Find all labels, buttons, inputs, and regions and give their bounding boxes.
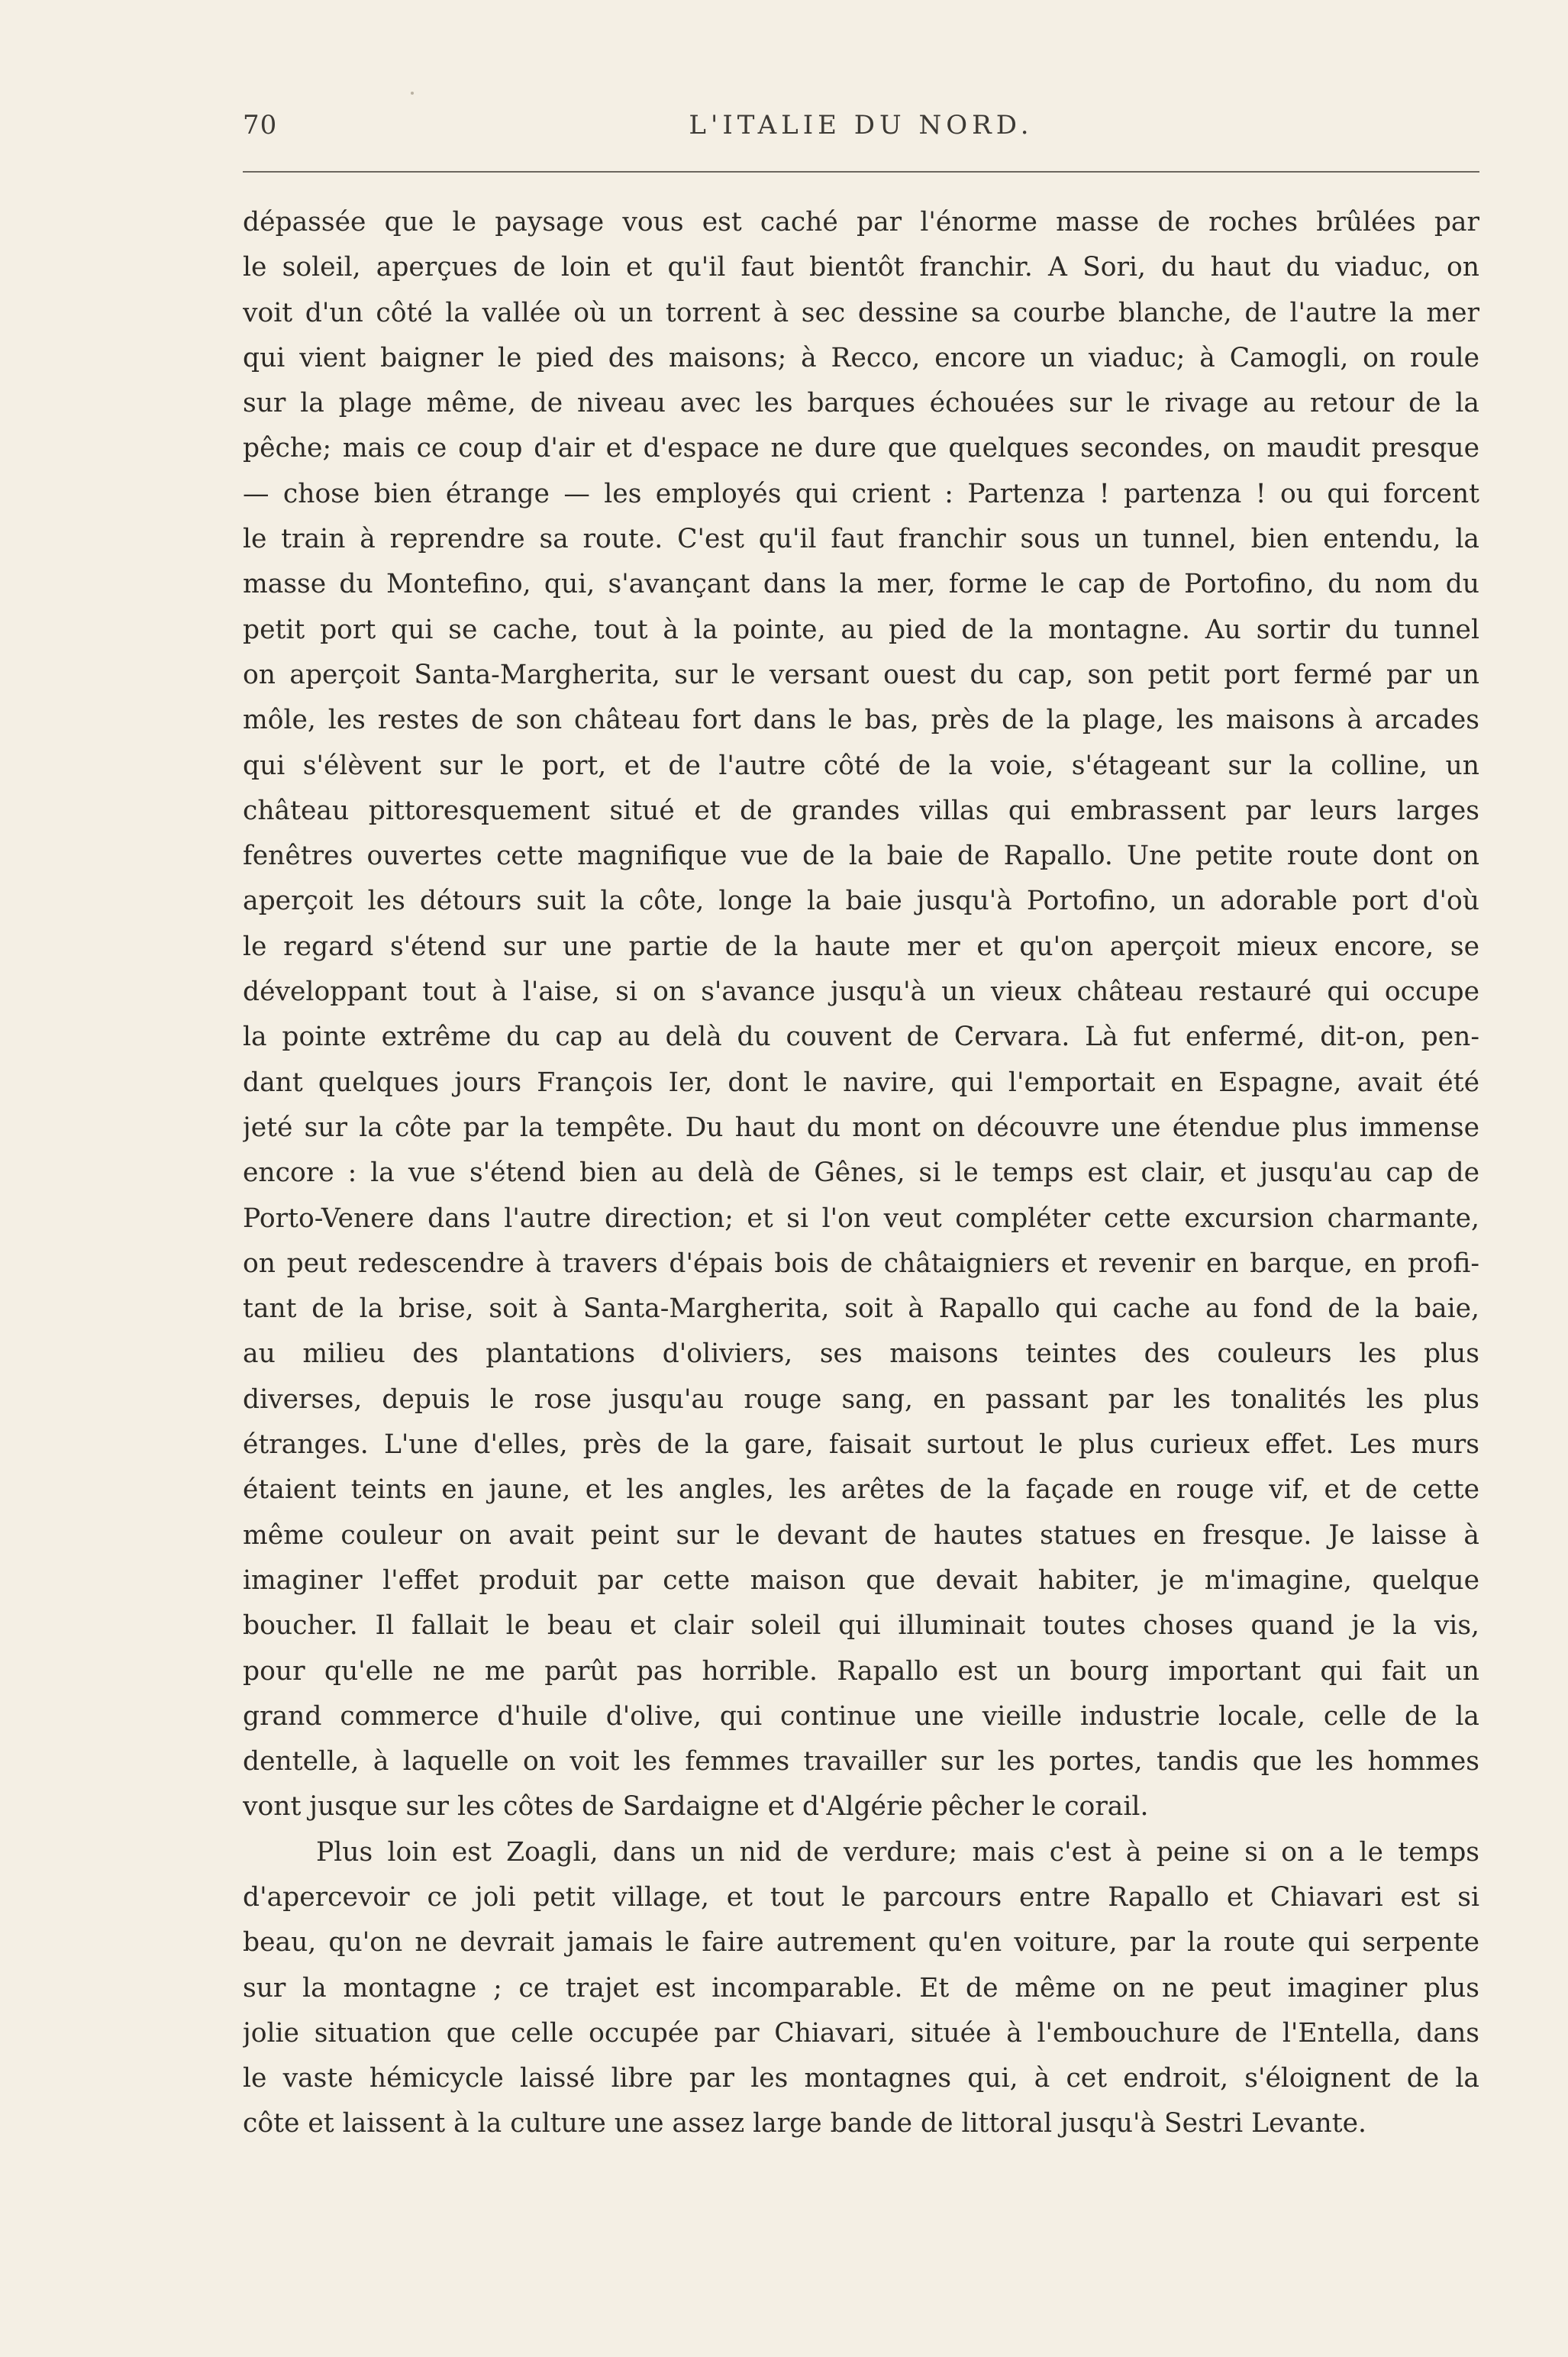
text-line: sur la montagne ; ce trajet est incomparable. Et de même on ne peut imaginer plus (243, 1972, 1479, 2003)
text-line: masse du Montefino, qui, s'avançant dans la mer, forme le cap de Portofino, du nom du (243, 569, 1479, 600)
paragraph (243, 1830, 1479, 2147)
text-line: d'apercevoir ce joli petit village, et tout le parcours entre Rapallo et Chiavari est si (243, 1881, 1479, 1913)
header-rule (243, 171, 1479, 173)
text-line: Porto-Venere dans l'autre direction; et si l'on veut compléter cette excursion charmante, (243, 1203, 1479, 1234)
text-line: étaient teints en jaune, et les angles, les arêtes de la façade en rouge vif, et de cette (243, 1474, 1479, 1506)
text-line: dentelle, à laquelle on voit les femmes travailler sur les portes, tandis que les hommes (243, 1746, 1479, 1777)
text-line: imaginer l'effet produit par cette maison que devait habiter, je m'imagine, quelque (243, 1564, 1479, 1596)
text-line: sur la plage même, de niveau avec les barques échouées sur le rivage au retour de la (243, 388, 1479, 419)
text-line: pêche; mais ce coup d'air et d'espace ne dure que quelques secondes, on maudit presque (243, 433, 1479, 464)
text-line: qui s'élèvent sur le port, et de l'autre côté de la voie, s'étageant sur la colline, un (243, 750, 1479, 781)
text-line: grand commerce d'huile d'olive, qui continue une vieille industrie locale, celle de la (243, 1700, 1479, 1732)
text-line: tant de la brise, soit à Santa-Margherita, soit à Rapallo qui cache au fond de la baie, (243, 1293, 1479, 1325)
text-line: encore : la vue s'étend bien au delà de Gênes, si le temps est clair, et jusqu'au cap de (243, 1158, 1479, 1189)
text-line: fenêtres ouvertes cette magnifique vue de la baie de Rapallo. Une petite route dont on (243, 841, 1479, 872)
text-line: beau, qu'on ne devrait jamais le faire autrement qu'en voiture, par la route qui serpente (243, 1927, 1479, 1958)
paragraph (243, 200, 1479, 1830)
text-line: boucher. Il fallait le beau et clair soleil qui illuminait toutes choses quand je la vis, (243, 1610, 1479, 1642)
text-line: diverses, depuis le rose jusqu'au rouge sang, en passant par les tonalités les plus (243, 1384, 1479, 1415)
body-text (243, 200, 1479, 2147)
text-line: vont jusque sur les côtes de Sardaigne et d'Algérie pêcher le corail. (243, 1791, 1149, 1823)
text-line: jolie situation que celle occupée par Chiavari, située à l'embouchure de l'Entella, dans (243, 2017, 1479, 2049)
text-line: dépassée que le paysage vous est caché par l'énorme masse de roches brûlées par (243, 207, 1479, 237)
text-line: petit port qui se cache, tout à la pointe, au pied de la montagne. Au sortir du tunnel (243, 614, 1479, 645)
text-line: la pointe extrême du cap au delà du couvent de Cervara. Là fut enfermé, dit-on, pen- (243, 1022, 1479, 1053)
text-line: Plus loin est Zoagli, dans un nid de verdure; mais c'est à peine si on a le temps (316, 1836, 1479, 1868)
text-line: le train à reprendre sa route. C'est qu'il faut franchir sous un tunnel, bien entendu, la (243, 524, 1479, 555)
text-line: on peut redescendre à travers d'épais bois de châtaigniers et revenir en barque, en profi- (243, 1248, 1479, 1279)
paper-speck (411, 92, 414, 95)
text-line: le regard s'étend sur une partie de la haute mer et qu'on aperçoit mieux encore, se (243, 931, 1479, 962)
text-line: — chose bien étrange — les employés qui crient : Partenza ! partenza ! ou qui forcent (243, 478, 1479, 509)
text-line: qui vient baigner le pied des maisons; à Recco, encore un viaduc; à Camogli, on roule (243, 342, 1479, 373)
text-line: môle, les restes de son château fort dans le bas, près de la plage, les maisons à arcades (243, 705, 1479, 736)
text-line: jeté sur la côte par la tempête. Du haut du mont on découvre une étendue plus immense (243, 1112, 1479, 1143)
text-line: dant quelques jours François Ier, dont le navire, qui l'emportait en Espagne, avait été (243, 1067, 1479, 1098)
running-title: L'ITALIE DU NORD. (689, 110, 1034, 140)
text-line: le vaste hémicycle laissé libre par les montagnes qui, à cet endroit, s'éloignent de la (243, 2063, 1479, 2094)
text-line: étranges. L'une d'elles, près de la gare, faisait surtout le plus curieux effet. Les murs (243, 1429, 1479, 1461)
text-line: château pittoresquement situé et de grandes villas qui embrassent par leurs larges (243, 795, 1479, 826)
text-line: même couleur on avait peint sur le devant de hautes statues en fresque. Je laisse à (243, 1519, 1479, 1551)
text-line: au milieu des plantations d'oliviers, ses maisons teintes des couleurs les plus (243, 1338, 1479, 1370)
text-line: aperçoit les détours suit la côte, longe la baie jusqu'à Portofino, un adorable port d'où (243, 886, 1479, 917)
text-line: on aperçoit Santa-Margherita, sur le versant ouest du cap, son petit port fermé par un (243, 659, 1479, 690)
text-line: développant tout à l'aise, si on s'avance jusqu'à un vieux château restauré qui occupe (243, 977, 1479, 1008)
page-number: 70 (243, 110, 278, 140)
text-line: pour qu'elle ne me parût pas horrible. Rapallo est un bourg important qui fait un (243, 1655, 1479, 1687)
text-line: le soleil, aperçues de loin et qu'il faut bientôt franchir. A Sori, du haut du viaduc, on (243, 252, 1479, 283)
text-line: côte et laissent à la culture une assez large bande de littoral jusqu'à Sestri Levante. (243, 2108, 1367, 2139)
page-header (243, 107, 1479, 153)
text-line: voit d'un côté la vallée où un torrent à sec dessine sa courbe blanche, de l'autre la mer (243, 297, 1479, 328)
